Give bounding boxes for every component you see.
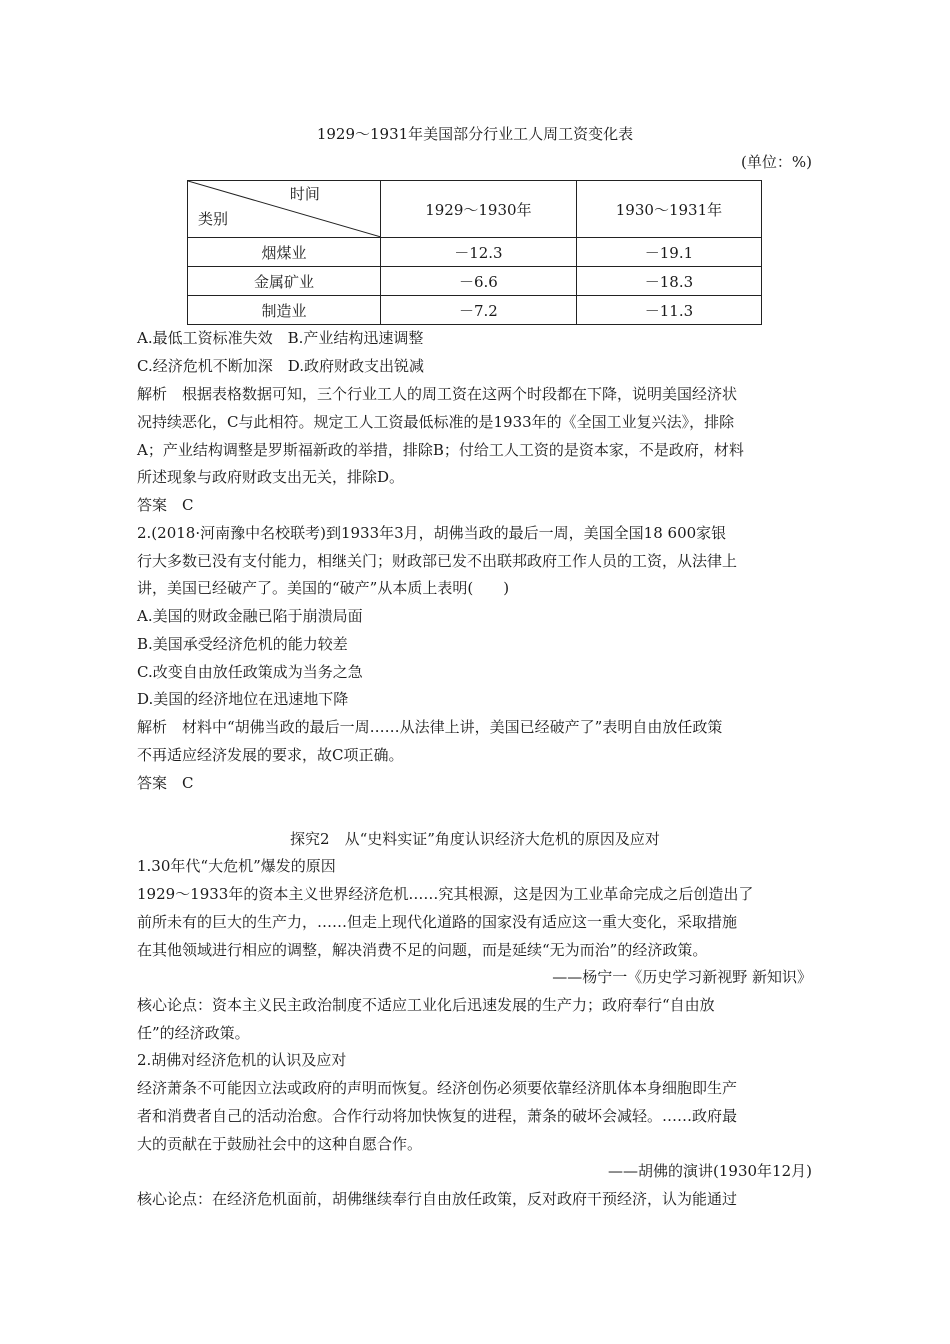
p1-quote-line: 在其他领域进行相应的调整，解决消费不足的问题，而是延续“无为而治”的经济政策。 (137, 941, 708, 959)
header-period-1: 1929～1930年 (380, 181, 576, 238)
q1-analysis-line: 所述现象与政府财政支出无关，排除D。 (137, 468, 405, 486)
p2-core-line: 核心论点：在经济危机面前，胡佛继续奉行自由放任政策，反对政府干预经济，认为能通过 (137, 1190, 738, 1208)
p1-source: ——杨宁一《历史学习新视野 新知识》 (552, 968, 812, 986)
header-category-label: 类别 (198, 210, 229, 228)
q2-stem-line: 讲，美国已经破产了。美国的“破产”从本质上表明( ) (137, 579, 510, 597)
q1-options-line-2: C.经济危机不断加深 D.政府财政支出锐减 (137, 357, 424, 375)
q1-analysis-line: 况持续恶化，C与此相符。规定工人工资最低标准的是1933年的《全国工业复兴法》，排除 (137, 413, 735, 431)
table-unit: (单位：%) (741, 153, 812, 171)
q1-options-line-1: A.最低工资标准失效 B.产业结构迅速调整 (137, 329, 424, 347)
q2-option: B.美国承受经济危机的能力较差 (137, 635, 348, 653)
q1-answer: 答案 C (137, 496, 194, 514)
table-row (188, 267, 762, 296)
p1-title: 1.30年代“大危机”爆发的原因 (137, 857, 336, 875)
row-value-2: －19.1 (576, 238, 761, 267)
q2-option: D.美国的经济地位在迅速地下降 (137, 690, 349, 708)
table-row (188, 296, 762, 325)
p2-title: 2.胡佛对经济危机的认识及应对 (137, 1051, 347, 1069)
q2-analysis-line: 解析 材料中“胡佛当政的最后一周……从法律上讲，美国已经破产了”表明自由放任政策 (137, 718, 723, 736)
row-value-1: －7.2 (380, 296, 576, 325)
row-value-1: －6.6 (380, 267, 576, 296)
p2-source: ——胡佛的演讲(1930年12月) (608, 1162, 812, 1180)
table-title: 1929～1931年美国部分行业工人周工资变化表 (316, 125, 634, 143)
q1-analysis-line: 解析 根据表格数据可知，三个行业工人的周工资在这两个时段都在下降，说明美国经济状 (137, 385, 738, 403)
q2-option: A.美国的财政金融已陷于崩溃局面 (137, 607, 363, 625)
q2-stem-line: 2.(2018·河南豫中名校联考)到1933年3月，胡佛当政的最后一周，美国全国18 600家银 (137, 524, 727, 542)
p1-core-line: 任”的经济政策。 (137, 1024, 250, 1042)
p2-quote-line: 经济萧条不可能因立法或政府的声明而恢复。经济创伤必须要依靠经济肌体本身细胞即生产 (137, 1079, 738, 1097)
row-category: 烟煤业 (188, 238, 381, 267)
row-value-2: －11.3 (576, 296, 761, 325)
row-value-2: －18.3 (576, 267, 761, 296)
table-header-row (188, 181, 762, 238)
p1-core-line: 核心论点：资本主义民主政治制度不适应工业化后迅速发展的生产力；政府奉行“自由放 (137, 996, 715, 1014)
q2-stem-line: 行大多数已没有支付能力，相继关门；财政部已发不出联邦政府工作人员的工资，从法律上 (137, 552, 738, 570)
header-period-2: 1930～1931年 (576, 181, 761, 238)
row-category: 制造业 (188, 296, 381, 325)
wage-table (187, 180, 762, 325)
p2-quote-line: 大的贡献在于鼓励社会中的这种自愿合作。 (137, 1135, 423, 1153)
q2-option: C.改变自由放任政策成为当务之急 (137, 663, 363, 681)
row-value-1: －12.3 (380, 238, 576, 267)
p1-quote-line: 前所未有的巨大的生产力，……但走上现代化道路的国家没有适应这一重大变化，采取措施 (137, 913, 738, 931)
q1-analysis-line: A；产业结构调整是罗斯福新政的举措，排除B；付给工人工资的是资本家，不是政府，材料 (137, 441, 744, 459)
q2-answer: 答案 C (137, 774, 194, 792)
p2-quote-line: 者和消费者自己的活动治愈。合作行动将加快恢复的进程，萧条的破坏会减轻。……政府最 (137, 1107, 738, 1125)
header-time-label: 时间 (289, 185, 320, 203)
diagonal-header-cell (188, 181, 381, 238)
row-category: 金属矿业 (188, 267, 381, 296)
section-title: 探究2 从“史料实证”角度认识经济大危机的原因及应对 (290, 830, 660, 848)
q2-analysis-line: 不再适应经济发展的要求，故C项正确。 (137, 746, 404, 764)
table-row (188, 238, 762, 267)
p1-quote-line: 1929～1933年的资本主义世界经济危机……究其根源，这是因为工业革命完成之后创造出了 (137, 885, 754, 903)
